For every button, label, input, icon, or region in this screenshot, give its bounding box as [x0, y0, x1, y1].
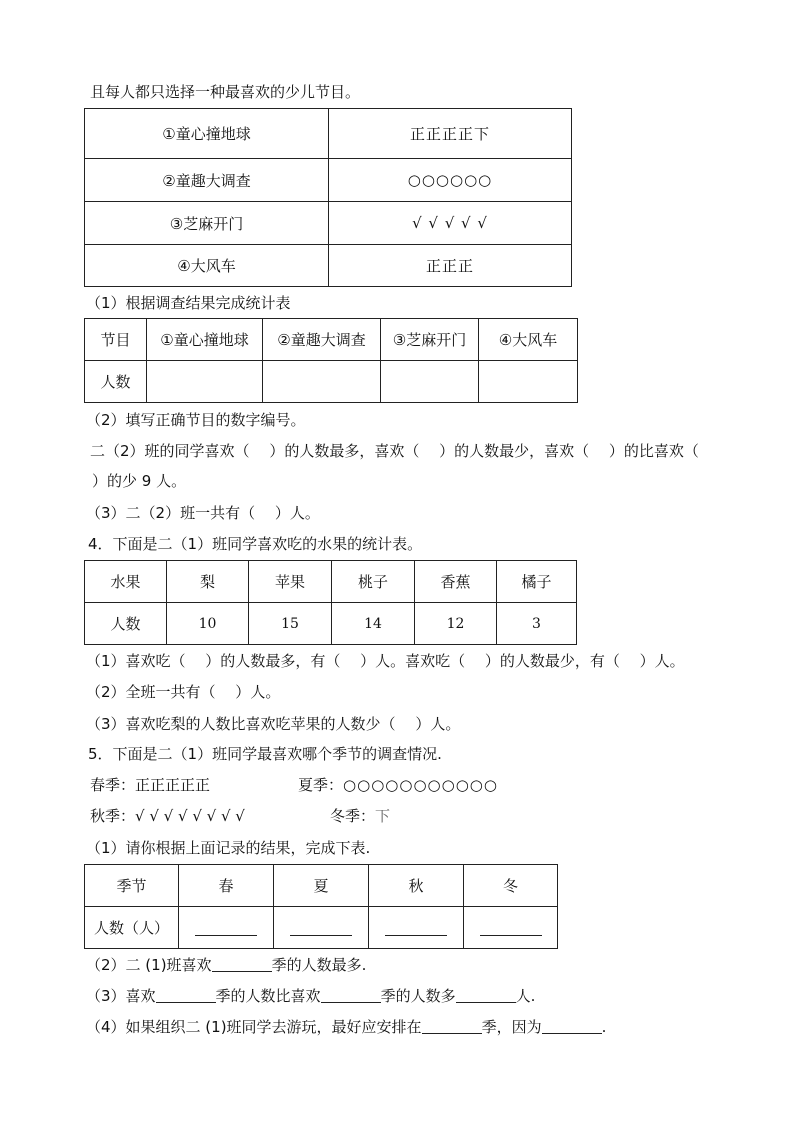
answer-cell[interactable] — [369, 907, 464, 949]
table-row-label: 人数 — [85, 361, 147, 403]
table-row-label: 人数（人） — [85, 907, 179, 949]
season-label: 冬季： — [330, 807, 376, 825]
answer-blank[interactable] — [456, 988, 516, 1003]
tally-program-cell: ①童心撞地球 — [85, 109, 329, 159]
answer-cell[interactable] — [479, 361, 578, 403]
question-text: （1）请你根据上面记录的结果，完成下表. — [86, 839, 371, 857]
season-label: 秋季： — [90, 807, 136, 825]
table-header-cell: ④大风车 — [479, 319, 578, 361]
question-text: （2）填写正确节目的数字编号。 — [86, 411, 306, 429]
question-line — [86, 1017, 606, 1037]
question-text: 季的人数多 — [380, 987, 456, 1005]
answer-blank[interactable] — [321, 988, 381, 1003]
answer-cell[interactable] — [274, 907, 369, 949]
question-text: 季，因为 — [481, 1018, 542, 1036]
answer-blank[interactable] — [156, 988, 216, 1003]
count-cell: 14 — [332, 603, 415, 645]
question-text: （3）喜欢吃梨的人数比喜欢吃苹果的人数少（ ）人。 — [86, 715, 461, 733]
answer-blank[interactable] — [212, 957, 272, 972]
tally-program-cell: ③芝麻开门 — [85, 202, 329, 245]
question-text: （3）喜欢 — [86, 987, 156, 1005]
table-header-cell: ②童趣大调查 — [263, 319, 381, 361]
summer-record — [298, 775, 498, 795]
table-header-cell: 秋 — [369, 865, 464, 907]
tally-marks: √ √ √ √ √ √ √ √ — [135, 807, 245, 825]
tally-program-cell: ④大风车 — [85, 245, 329, 287]
table-row-label: 人数 — [85, 603, 167, 645]
table-header-cell: 春 — [179, 865, 274, 907]
count-cell: 15 — [249, 603, 332, 645]
table-header-cell: ①童心撞地球 — [147, 319, 263, 361]
answer-blank[interactable] — [422, 1019, 482, 1034]
question-text: （1）根据调查结果完成统计表 — [86, 294, 291, 312]
question-text: （3）二（2）班一共有（ ）人。 — [86, 504, 320, 522]
answer-blank[interactable] — [385, 921, 447, 936]
answer-blank[interactable] — [480, 921, 542, 936]
question-text: （1）喜欢吃（ ）的人数最多，有（ ）人。喜欢吃（ ）的人数最少，有（ ）人。 — [86, 652, 685, 670]
count-cell: 3 — [497, 603, 577, 645]
question-text: 季的人数比喜欢 — [215, 987, 321, 1005]
answer-cell[interactable] — [179, 907, 274, 949]
tally-mark-cell: √ √ √ √ √ — [329, 202, 572, 245]
table-header-cell: ③芝麻开门 — [381, 319, 479, 361]
question-text: . — [601, 1018, 607, 1036]
season-label: 春季： — [90, 776, 136, 794]
autumn-record — [90, 806, 245, 826]
table-header-label: 节目 — [85, 319, 147, 361]
table-header-cell: 桃子 — [332, 561, 415, 603]
table-header-cell: 夏 — [274, 865, 369, 907]
tally-mark-cell: ○○○○○○ — [329, 159, 572, 202]
answer-blank[interactable] — [542, 1019, 602, 1034]
intro-text: 且每人都只选择一种最喜欢的少儿节目。 — [90, 83, 361, 101]
program-stat-table — [84, 318, 578, 403]
answer-blank[interactable] — [195, 921, 257, 936]
spring-record — [90, 775, 210, 795]
table-header-label: 水果 — [85, 561, 167, 603]
answer-blank[interactable] — [290, 921, 352, 936]
tally-marks: 下 — [375, 807, 391, 825]
table-header-cell: 冬 — [464, 865, 558, 907]
table-header-cell: 香蕉 — [415, 561, 497, 603]
tally-program-cell: ②童趣大调查 — [85, 159, 329, 202]
count-cell: 12 — [415, 603, 497, 645]
question-text: （2）二 (1)班喜欢 — [86, 956, 212, 974]
problem-title: 5．下面是二（1）班同学最喜欢哪个季节的调查情况. — [88, 745, 442, 763]
tally-marks: ○○○○○○○○○○○ — [343, 776, 498, 794]
table-header-cell: 苹果 — [249, 561, 332, 603]
question-line — [86, 986, 535, 1006]
answer-cell[interactable] — [381, 361, 479, 403]
question-text: （4）如果组织二 (1)班同学去游玩，最好应安排在 — [86, 1018, 422, 1036]
question-text: 二（2）班的同学喜欢（ ）的人数最多，喜欢（ ）的人数最少，喜欢（ ）的比喜欢（ — [90, 442, 699, 460]
question-text: 人. — [515, 987, 536, 1005]
season-label: 夏季： — [298, 776, 344, 794]
problem-title: 4．下面是二（1）班同学喜欢吃的水果的统计表。 — [88, 535, 423, 553]
answer-cell[interactable] — [263, 361, 381, 403]
question-text: ）的少 9 人。 — [92, 472, 187, 490]
answer-cell[interactable] — [464, 907, 558, 949]
tally-mark-cell: 正正正 — [329, 245, 572, 287]
question-text: 季的人数最多. — [271, 956, 367, 974]
season-table — [84, 864, 558, 949]
table-header-cell: 橘子 — [497, 561, 577, 603]
table-header-label: 季节 — [85, 865, 179, 907]
answer-cell[interactable] — [147, 361, 263, 403]
count-cell: 10 — [167, 603, 249, 645]
question-text: （2）全班一共有（ ）人。 — [86, 683, 281, 701]
fruit-table — [84, 560, 577, 645]
winter-record — [330, 806, 390, 826]
tally-mark-cell: 正正正正下 — [329, 109, 572, 159]
table-header-cell: 梨 — [167, 561, 249, 603]
tally-marks: 正正正正正 — [135, 776, 211, 794]
question-line — [86, 955, 366, 975]
tally-table — [84, 108, 572, 287]
